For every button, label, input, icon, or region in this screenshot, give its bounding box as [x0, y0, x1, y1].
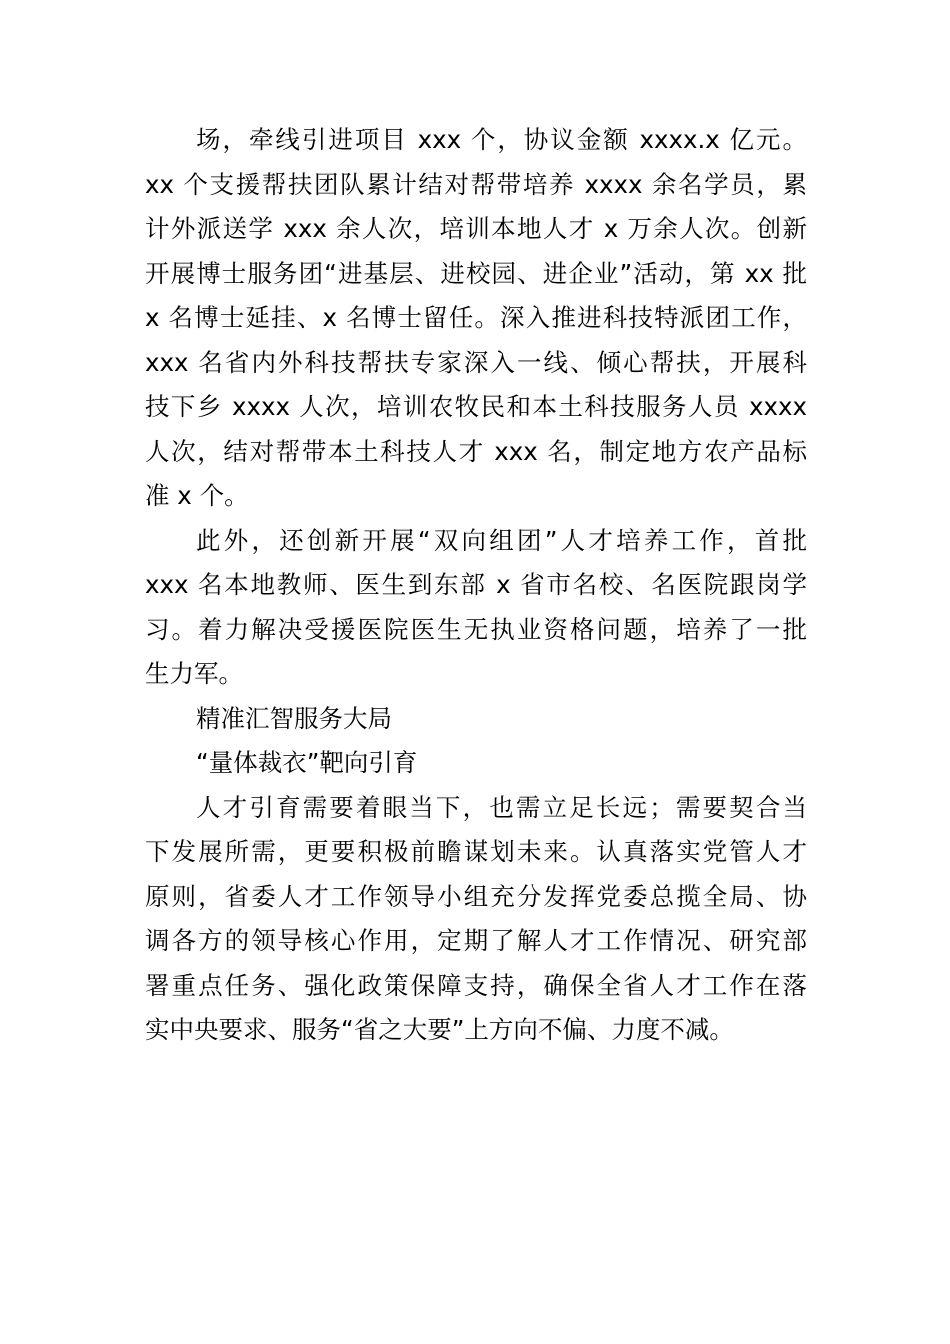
text-line: 下发展所需，更要积极前瞻谋划未来。认真落实党管人才 [145, 837, 807, 866]
text-line: 习。着力解决受援医院医生无执业资格问题，培养了一批 [145, 614, 807, 644]
text-line: 生力军。 [145, 659, 243, 688]
text-line: 原则，省委人才工作领导小组充分发挥党委总揽全局、协 [145, 881, 807, 911]
text-line: 人才引育需要着眼当下，也需立足长远；需要契合当 [196, 792, 807, 822]
text-line: 署重点任务、强化政策保障支持，确保全省人才工作在落 [145, 970, 807, 1000]
heading-text: 精准汇智服务大局 [196, 703, 392, 733]
document-body [145, 118, 807, 1053]
text-line: 技下乡 xxxx 人次，培训农牧民和本土科技服务人员 xxxx [145, 392, 807, 421]
paragraph-dual-team-training [145, 519, 807, 697]
text-line: xxx 名省内外科技帮扶专家深入一线、倾心帮扶，开展科 [145, 347, 807, 377]
section-heading [145, 697, 807, 742]
text-line: 准 x 个。 [145, 481, 249, 510]
subsection-heading [145, 741, 807, 786]
text-line: xx 个支援帮扶团队累计结对帮带培养 xxxx 余名学员，累 [145, 169, 807, 199]
text-line: x 名博士延挂、x 名博士留任。深入推进科技特派团工作， [145, 303, 807, 332]
text-line: 实中央要求、服务“省之大要”上方向不偏、力度不减。 [145, 1015, 734, 1044]
text-line: 计外派送学 xxx 余人次，培训本地人才 x 万余人次。创新 [145, 214, 807, 243]
text-line: 调各方的领导核心作用，定期了解人才工作情况、研究部 [145, 926, 807, 955]
heading-text: “量体裁衣”靶向引育 [196, 748, 418, 777]
text-line: 此外，还创新开展“双向组团”人才培养工作，首批 [196, 525, 807, 555]
text-line: xxx 名本地教师、医生到东部 x 省市名校、名医院跟岗学 [145, 570, 807, 599]
text-line: 开展博士服务团“进基层、进校园、进企业”活动，第 xx 批 [145, 258, 807, 288]
text-line: 人次，结对帮带本土科技人才 xxx 名，制定地方农产品标 [145, 436, 807, 466]
paragraph-talent-assistance [145, 118, 807, 519]
paragraph-talent-cultivation [145, 786, 807, 1053]
text-line: 场，牵线引进项目 xxx 个，协议金额 xxxx.x 亿元。 [196, 125, 807, 154]
